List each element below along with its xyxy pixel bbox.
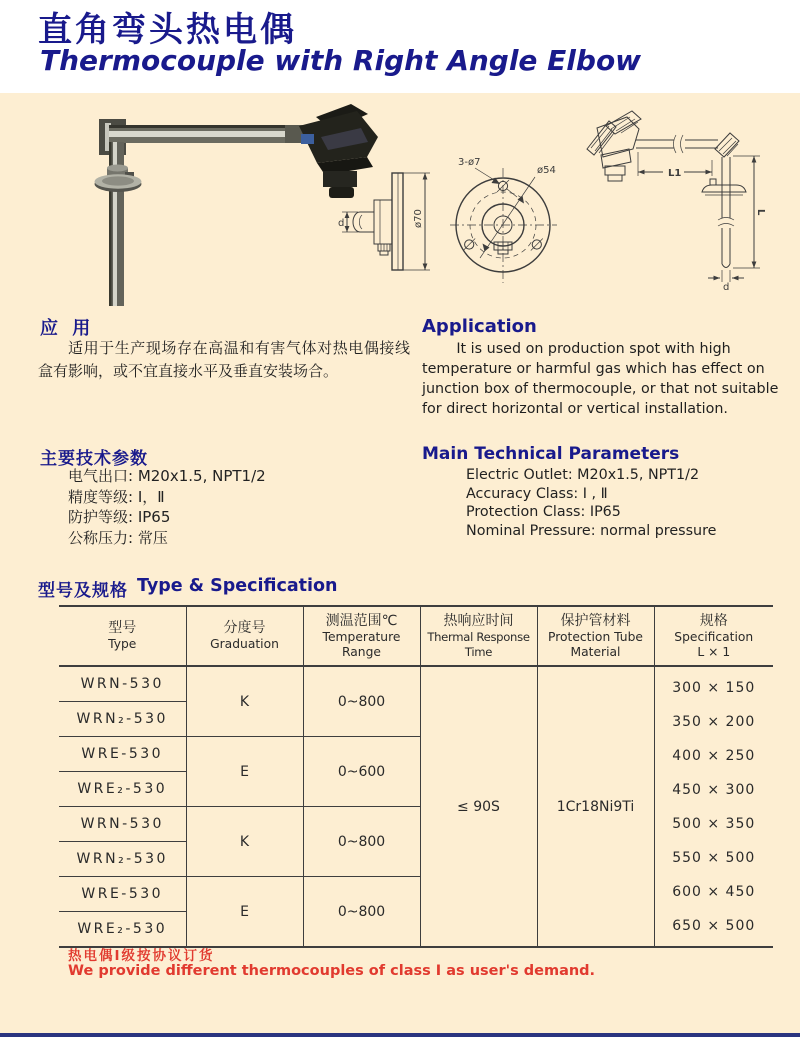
graduation-cell: K [186,666,303,737]
thermal-response-cell: ≤ 90S [420,666,537,947]
specification-table [59,605,773,948]
parameter-item: Protection Class: IP65 [466,504,621,520]
model-cell: WRN₂-530 [59,842,186,877]
spec-value: 600 × 450 [672,883,756,900]
application-heading-zh: 应 用 [40,318,95,339]
model-cell: WRN-530 [59,666,186,702]
col-header-graduation: 分度号 Graduation [186,606,303,666]
flange-front-view-drawing [450,157,557,283]
spec-value: 450 × 300 [672,781,756,798]
parameter-item: Electric Outlet: M20x1.5, NPT1/2 [466,467,700,483]
dim-d-label: d [723,282,730,293]
col-header-thermal: 热响应时间 Thermal Response Time [420,606,537,666]
specification-values [655,671,774,943]
order-note-zh: 热电偶Ⅰ级按协议订货 [68,948,215,964]
graduation-cell: E [186,737,303,807]
spec-value: 350 × 200 [672,713,756,730]
spec-value: 500 × 350 [672,815,756,832]
range-cell: 0~600 [303,737,420,807]
parameter-item: 电气出口: M20x1.5, NPT1/2 [68,467,266,485]
holes-count-label: 3-ø7 [458,157,481,168]
elbow-dimension-drawing [572,108,800,308]
col-header-range: 测温范围℃ Temperature Range [303,606,420,666]
spec-value: 550 × 500 [672,849,756,866]
spec-section-heading-en: Type & Specification [137,576,338,596]
col-header-material: 保护管材料 Protection Tube Material [537,606,654,666]
parameter-item: Accuracy Class: Ⅰ , Ⅱ [466,485,608,502]
flange-drawing [332,140,567,305]
parameter-item: Nominal Pressure: normal pressure [466,522,717,539]
col-header-specification: 规格 Specification L × 1 [654,606,773,666]
model-cell: WRE₂-530 [59,772,186,807]
application-body-zh: 适用于生产现场存在高温和有害气体对热电偶接线盒有影响，或不宜直接水平及垂直安装场合。 [38,339,410,380]
table-header-row [59,606,773,666]
bottom-divider-bar [0,1033,800,1037]
parameters-en-list [466,466,716,540]
col-header-type: 型号 Type [59,606,186,666]
bolt-circle-label: ø54 [537,165,556,176]
model-cell: WRN₂-530 [59,702,186,737]
range-cell: 0~800 [303,666,420,737]
parameters-heading-en: Main Technical Parameters [422,444,680,464]
application-heading-en: Application [422,316,537,337]
range-cell: 0~800 [303,877,420,948]
model-cell: WRN-530 [59,807,186,842]
model-cell: WRE-530 [59,737,186,772]
drawing-junction-head [587,111,641,181]
table-row [59,666,773,702]
graduation-cell: K [186,807,303,877]
spec-value: 400 × 250 [672,747,756,764]
dim-l1-label: L1 [668,168,682,179]
flange-side-view-drawing [338,173,430,270]
model-cell: WRE₂-530 [77,921,168,937]
spec-value: 650 × 500 [672,917,756,934]
page-title-zh: 直角弯头热电偶 [38,10,297,50]
model-cell: WRE-530 [59,877,186,912]
parameter-item: 精度等级: Ⅰ，Ⅱ [68,487,165,506]
spec-value: 300 × 150 [672,679,756,696]
parameters-heading-zh: 主要技术参数 [40,449,148,469]
dim-d-label: d [338,218,345,229]
dim-diameter70-label: ø70 [413,209,424,228]
spec-section-heading-zh: 型号及规格 [38,581,128,601]
material-cell: 1Cr18Ni9Ti [537,666,654,947]
parameters-zh-list [68,466,266,548]
dim-l-label: L [755,209,766,216]
specification-cell [654,666,773,947]
parameter-item: 防护等级: IP65 [68,508,171,526]
page-title-en: Thermocouple with Right Angle Elbow [40,44,642,77]
application-body-en: It is used on production spot with high temperature or harmful gas which has effect on junction box of thermocouple, or that not suitable for direct horizontal or vertical installation. [422,341,779,417]
parameter-item: 公称压力: 常压 [68,528,168,547]
order-note-en: We provide different thermocouples of class Ⅰ as user's demand. [68,963,596,979]
graduation-cell: E [186,877,303,948]
range-cell: 0~800 [303,807,420,877]
